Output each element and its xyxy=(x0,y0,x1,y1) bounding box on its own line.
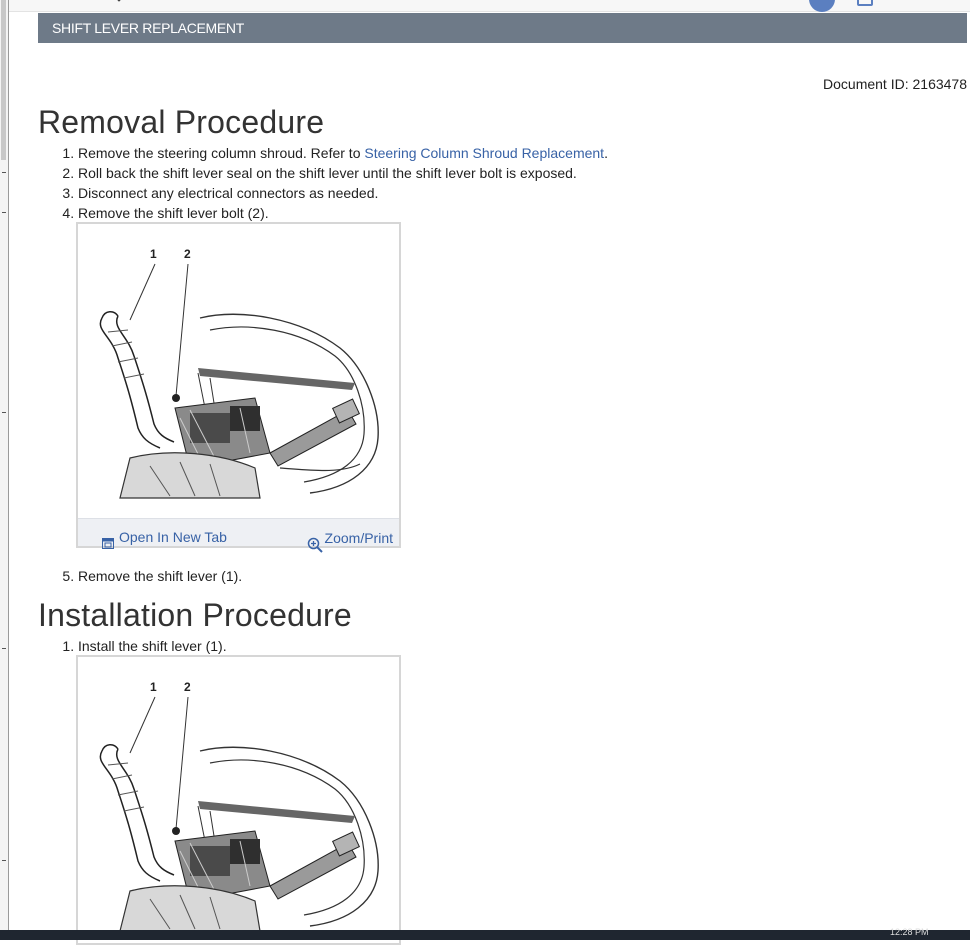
installation-figure xyxy=(76,655,401,945)
zoom-print-button[interactable] xyxy=(295,523,393,553)
edge-mark xyxy=(2,860,6,861)
section-banner xyxy=(38,13,967,43)
removal-step-3: 3. Disconnect any electrical connectors as needed. xyxy=(78,183,608,203)
installation-step-1: 1. Install the shift lever (1). xyxy=(78,636,227,656)
taskbar-clock: 12:28 PM xyxy=(890,927,929,937)
callout-1: 1 xyxy=(150,680,157,694)
toolbar-strip xyxy=(9,0,970,12)
chevron-down-icon[interactable] xyxy=(113,0,124,2)
taskbar xyxy=(0,927,970,940)
removal-step-2: 2. Roll back the shift lever seal on the shift lever until the shift lever bolt is exposed. xyxy=(78,163,608,183)
removal-steps-continued xyxy=(38,566,242,586)
callout-1: 1 xyxy=(150,247,157,261)
shift-lever-illustration xyxy=(90,671,390,943)
callout-2: 2 xyxy=(184,247,191,261)
installation-heading: Installation Procedure xyxy=(38,597,352,633)
scrollbar-thumb[interactable] xyxy=(1,0,6,160)
document-id: Document ID: 2163478 xyxy=(823,76,967,92)
user-avatar-icon[interactable] xyxy=(809,0,835,12)
removal-figure xyxy=(76,222,401,548)
open-in-new-tab-button[interactable] xyxy=(90,524,227,549)
banner-title: SHIFT LEVER REPLACEMENT xyxy=(52,20,244,36)
figure-toolbar xyxy=(78,518,399,546)
edge-mark xyxy=(2,172,6,173)
edge-mark xyxy=(2,212,6,213)
shift-lever-illustration xyxy=(90,238,390,510)
callout-2: 2 xyxy=(184,680,191,694)
window-left-edge xyxy=(0,0,9,930)
document-icon[interactable] xyxy=(857,0,873,6)
removal-step-5: 5. Remove the shift lever (1). xyxy=(78,566,242,586)
edge-mark xyxy=(2,648,6,649)
installation-steps xyxy=(38,636,227,656)
open-new-tab-icon xyxy=(102,538,114,549)
removal-heading: Removal Procedure xyxy=(38,104,325,140)
shroud-replacement-link[interactable]: Steering Column Shroud Replacement xyxy=(364,145,605,161)
magnifier-plus-icon xyxy=(307,537,323,553)
edge-mark xyxy=(2,412,6,413)
removal-step-4: 4. Remove the shift lever bolt (2). xyxy=(78,203,608,223)
removal-step-1: 1. Remove the steering column shroud. Refer to Steering Column Shroud Replacement. xyxy=(78,143,608,163)
zoom-print-label: Zoom/Print xyxy=(324,530,393,546)
removal-steps xyxy=(38,143,608,223)
open-in-new-tab-label: Open In New Tab xyxy=(119,528,227,545)
